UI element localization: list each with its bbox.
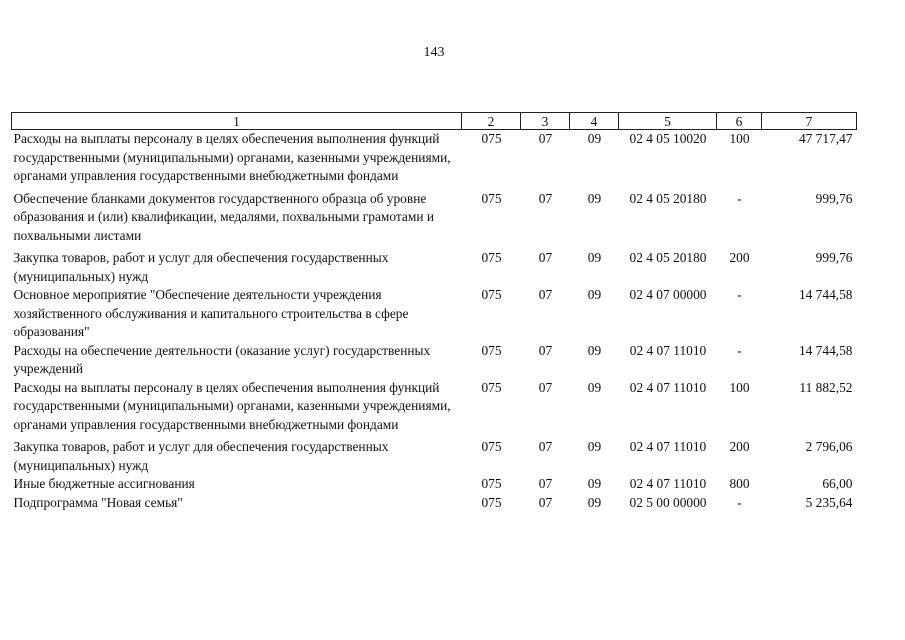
header-col-7: 7 bbox=[762, 113, 857, 130]
row-subsection-code: 09 bbox=[587, 494, 602, 510]
row-ministry-code: 075 bbox=[481, 287, 502, 302]
row-name: Расходы на выплаты персоналу в целях обеспечения выполнения функций государственными (муниципальными) органами, казенными учреждениями, органами управления государственными внебюджетными фондами bbox=[13, 131, 451, 183]
row-subsection-code: 09 bbox=[587, 476, 602, 491]
row-ministry-code: 075 bbox=[481, 190, 502, 206]
row-name: Закупка товаров, работ и услуг для обеспечения государственных (муниципальных) нужд bbox=[13, 250, 389, 284]
row-expense-type: 200 bbox=[729, 250, 750, 265]
table-row bbox=[12, 286, 857, 342]
row-target-code: 02 4 07 11010 bbox=[629, 342, 707, 358]
row-expense-type: - bbox=[737, 287, 742, 302]
row-ministry-code: 075 bbox=[481, 250, 502, 265]
row-amount: 11 882,52 bbox=[799, 379, 853, 395]
header-col-3: 3 bbox=[521, 113, 570, 130]
row-amount: 999,76 bbox=[815, 190, 853, 206]
row-target-code: 02 5 00 00000 bbox=[629, 494, 707, 510]
page-number: 143 bbox=[423, 45, 445, 60]
row-ministry-code: 075 bbox=[481, 131, 502, 146]
row-section-code: 07 bbox=[538, 476, 553, 491]
header-col-1: 1 bbox=[12, 113, 462, 130]
row-name: Обеспечение бланками документов государственного образца об уровне образования и (или) квалификации, медалями, похвальными грамотами и похвальными листами bbox=[13, 190, 435, 243]
row-amount: 14 744,58 bbox=[798, 342, 853, 358]
row-subsection-code: 09 bbox=[587, 342, 602, 358]
row-subsection-code: 09 bbox=[587, 131, 602, 146]
row-section-code: 07 bbox=[538, 131, 553, 146]
row-target-code: 02 4 07 11010 bbox=[629, 379, 707, 395]
row-amount: 47 717,47 bbox=[798, 131, 853, 146]
table-row bbox=[12, 342, 857, 379]
row-target-code: 02 4 07 00000 bbox=[629, 287, 707, 302]
row-name: Расходы на обеспечение деятельности (оказание услуг) государственных учреждений bbox=[13, 342, 431, 376]
row-target-code: 02 4 05 20180 bbox=[629, 190, 707, 206]
row-expense-type: 200 bbox=[729, 439, 750, 454]
header-col-6: 6 bbox=[717, 113, 762, 130]
table-row bbox=[12, 438, 857, 475]
row-target-code: 02 4 07 11010 bbox=[629, 439, 707, 454]
table-row bbox=[12, 190, 857, 250]
row-amount: 14 744,58 bbox=[798, 287, 853, 302]
row-ministry-code: 075 bbox=[481, 439, 502, 454]
row-subsection-code: 09 bbox=[587, 190, 602, 206]
header-col-4: 4 bbox=[570, 113, 619, 130]
row-subsection-code: 09 bbox=[587, 379, 602, 395]
row-subsection-code: 09 bbox=[587, 250, 602, 265]
row-section-code: 07 bbox=[538, 439, 553, 454]
row-subsection-code: 09 bbox=[587, 287, 602, 302]
row-expense-type: 800 bbox=[729, 476, 750, 491]
row-name: Основное мероприятие "Обеспечение деятельности учреждения хозяйственного обслуживания и капитального строительства в сфере образования" bbox=[13, 287, 409, 339]
row-amount: 5 235,64 bbox=[805, 494, 853, 510]
header-row bbox=[12, 113, 857, 130]
table-row bbox=[12, 494, 857, 513]
header-col-2: 2 bbox=[462, 113, 521, 130]
row-ministry-code: 075 bbox=[481, 476, 502, 491]
row-expense-type: - bbox=[737, 190, 742, 206]
row-section-code: 07 bbox=[538, 287, 553, 302]
row-section-code: 07 bbox=[538, 190, 553, 206]
budget-table bbox=[11, 112, 857, 512]
row-amount: 999,76 bbox=[815, 250, 853, 265]
table-row bbox=[12, 475, 857, 494]
row-name: Расходы на выплаты персоналу в целях обеспечения выполнения функций государственными (муниципальными) органами, казенными учреждениями, органами управления государственными внебюджетными фондами bbox=[13, 379, 451, 432]
row-expense-type: 100 bbox=[729, 131, 750, 146]
row-section-code: 07 bbox=[538, 494, 553, 510]
row-target-code: 02 4 07 11010 bbox=[629, 476, 707, 491]
row-name: Закупка товаров, работ и услуг для обеспечения государственных (муниципальных) нужд bbox=[13, 439, 389, 473]
row-expense-type: - bbox=[737, 342, 742, 358]
table-row bbox=[12, 379, 857, 439]
table-row bbox=[12, 130, 857, 190]
row-section-code: 07 bbox=[538, 250, 553, 265]
row-expense-type: 100 bbox=[729, 379, 750, 395]
table-row bbox=[12, 249, 857, 286]
row-section-code: 07 bbox=[538, 342, 553, 358]
row-amount: 2 796,06 bbox=[805, 439, 853, 454]
header-col-5: 5 bbox=[619, 113, 717, 130]
row-target-code: 02 4 05 20180 bbox=[629, 250, 707, 265]
row-expense-type: - bbox=[737, 494, 742, 510]
row-section-code: 07 bbox=[538, 379, 553, 395]
row-name: Иные бюджетные ассигнования bbox=[13, 476, 195, 491]
row-subsection-code: 09 bbox=[587, 439, 602, 454]
row-target-code: 02 4 05 10020 bbox=[629, 131, 707, 146]
row-ministry-code: 075 bbox=[481, 379, 502, 395]
row-ministry-code: 075 bbox=[481, 342, 502, 358]
row-amount: 66,00 bbox=[822, 476, 853, 491]
row-name: Подпрограмма "Новая семья" bbox=[13, 494, 183, 510]
row-ministry-code: 075 bbox=[481, 494, 502, 510]
